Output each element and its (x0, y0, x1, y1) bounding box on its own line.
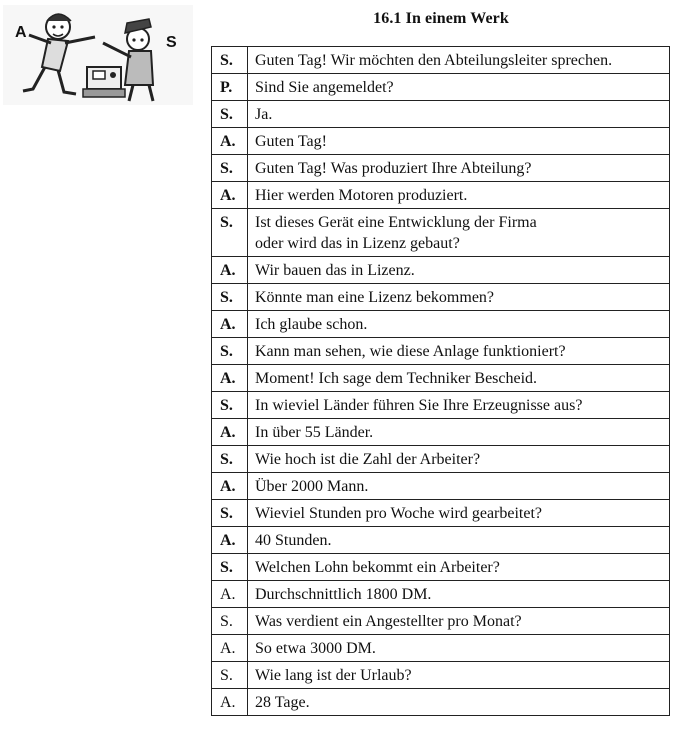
utterance-line: oder wird das in Lizenz gebaut? (255, 235, 460, 252)
utterance-line: Wieviel Stunden pro Woche wird gearbeitet? (255, 505, 543, 522)
utterance-line: Ist dieses Gerät eine Entwicklung der Firma (255, 214, 537, 231)
utterance-line: In wieviel Länder führen Sie Ihre Erzeugnisse aus? (255, 397, 583, 414)
utterance-line: 28 Tage. (255, 694, 310, 711)
utterance-cell (248, 554, 670, 581)
utterance-line: Kann man sehen, wie diese Anlage funktioniert? (255, 343, 566, 360)
speaker-cell: S. (212, 554, 248, 581)
utterance-line: Was verdient ein Angestellter pro Monat? (255, 613, 522, 630)
utterance-line: Ja. (255, 106, 273, 123)
page-title: 16.1 In einem Werk (373, 10, 509, 27)
table-row (212, 47, 670, 74)
table-row (212, 662, 670, 689)
utterance-line: Hier werden Motoren produziert. (255, 187, 468, 204)
table-row (212, 182, 670, 209)
utterance-cell (248, 689, 670, 716)
utterance-cell (248, 473, 670, 500)
speaker-cell: A. (212, 365, 248, 392)
utterance-cell (248, 74, 670, 101)
dialogue-table (211, 46, 670, 716)
speaker-cell: S. (212, 608, 248, 635)
speaker-cell: A. (212, 182, 248, 209)
table-row (212, 581, 670, 608)
table-row (212, 554, 670, 581)
utterance-cell (248, 284, 670, 311)
table-row (212, 473, 670, 500)
speaker-cell: S. (212, 155, 248, 182)
utterance-line: In über 55 Länder. (255, 424, 374, 441)
utterance-line: Wir bauen das in Lizenz. (255, 262, 415, 279)
speaker-cell: A. (212, 419, 248, 446)
utterance-cell (248, 446, 670, 473)
utterance-cell (248, 365, 670, 392)
table-row (212, 419, 670, 446)
table-row (212, 257, 670, 284)
table-row (212, 155, 670, 182)
utterance-line: Moment! Ich sage dem Techniker Bescheid. (255, 370, 538, 387)
speaker-cell: S. (212, 392, 248, 419)
utterance-line: Wie lang ist der Urlaub? (255, 667, 412, 684)
table-row (212, 635, 670, 662)
utterance-line: Ich glaube schon. (255, 316, 368, 333)
speaker-cell: S. (212, 338, 248, 365)
utterance-cell (248, 500, 670, 527)
table-row (212, 338, 670, 365)
table-row (212, 446, 670, 473)
utterance-line: Sind Sie angemeldet? (255, 79, 394, 96)
utterance-line: 40 Stunden. (255, 532, 332, 549)
table-row (212, 365, 670, 392)
utterance-cell (248, 101, 670, 128)
utterance-line: Über 2000 Mann. (255, 478, 369, 495)
speaker-cell: A. (212, 311, 248, 338)
speaker-cell: S. (212, 500, 248, 527)
utterance-cell (248, 47, 670, 74)
utterance-line: Guten Tag! Wir möchten den Abteilungsleiter sprechen. (255, 52, 613, 69)
speaker-cell: A. (212, 527, 248, 554)
speaker-cell: A. (212, 128, 248, 155)
table-row (212, 101, 670, 128)
utterance-line: Durchschnittlich 1800 DM. (255, 586, 432, 603)
utterance-line: Guten Tag! Was produziert Ihre Abteilung? (255, 160, 532, 177)
table-row (212, 128, 670, 155)
table-row (212, 74, 670, 101)
letter-s-label: S (166, 34, 177, 51)
speaker-cell: S. (212, 101, 248, 128)
speaker-cell: A. (212, 257, 248, 284)
table-row (212, 500, 670, 527)
utterance-line: Könnte man eine Lizenz bekommen? (255, 289, 495, 306)
utterance-cell (248, 128, 670, 155)
speaker-cell: S. (212, 662, 248, 689)
utterance-cell (248, 527, 670, 554)
dialogue-table-body (212, 47, 670, 716)
table-row (212, 209, 670, 257)
utterance-cell (248, 635, 670, 662)
speaker-cell: A. (212, 473, 248, 500)
cartoon-drawing (3, 5, 193, 105)
utterance-line: Wie hoch ist die Zahl der Arbeiter? (255, 451, 481, 468)
speaker-cell: A. (212, 581, 248, 608)
speaker-cell: S. (212, 284, 248, 311)
utterance-line: So etwa 3000 DM. (255, 640, 376, 657)
speaker-cell: S. (212, 209, 248, 257)
utterance-cell (248, 419, 670, 446)
utterance-cell (248, 581, 670, 608)
table-row (212, 689, 670, 716)
utterance-cell (248, 662, 670, 689)
utterance-cell (248, 392, 670, 419)
utterance-cell (248, 311, 670, 338)
utterance-cell (248, 209, 670, 257)
table-row (212, 284, 670, 311)
speaker-cell: S. (212, 446, 248, 473)
speaker-cell: A. (212, 635, 248, 662)
table-row (212, 311, 670, 338)
utterance-line: Guten Tag! (255, 133, 327, 150)
speaker-cell: P. (212, 74, 248, 101)
utterance-cell (248, 608, 670, 635)
utterance-line: Welchen Lohn bekommt ein Arbeiter? (255, 559, 500, 576)
speaker-cell: A. (212, 689, 248, 716)
table-row (212, 608, 670, 635)
utterance-cell (248, 155, 670, 182)
utterance-cell (248, 182, 670, 209)
table-row (212, 527, 670, 554)
letter-a-label: A (15, 24, 27, 41)
table-row (212, 392, 670, 419)
utterance-cell (248, 257, 670, 284)
cartoon-illustration (3, 5, 193, 105)
speaker-cell: S. (212, 47, 248, 74)
utterance-cell (248, 338, 670, 365)
